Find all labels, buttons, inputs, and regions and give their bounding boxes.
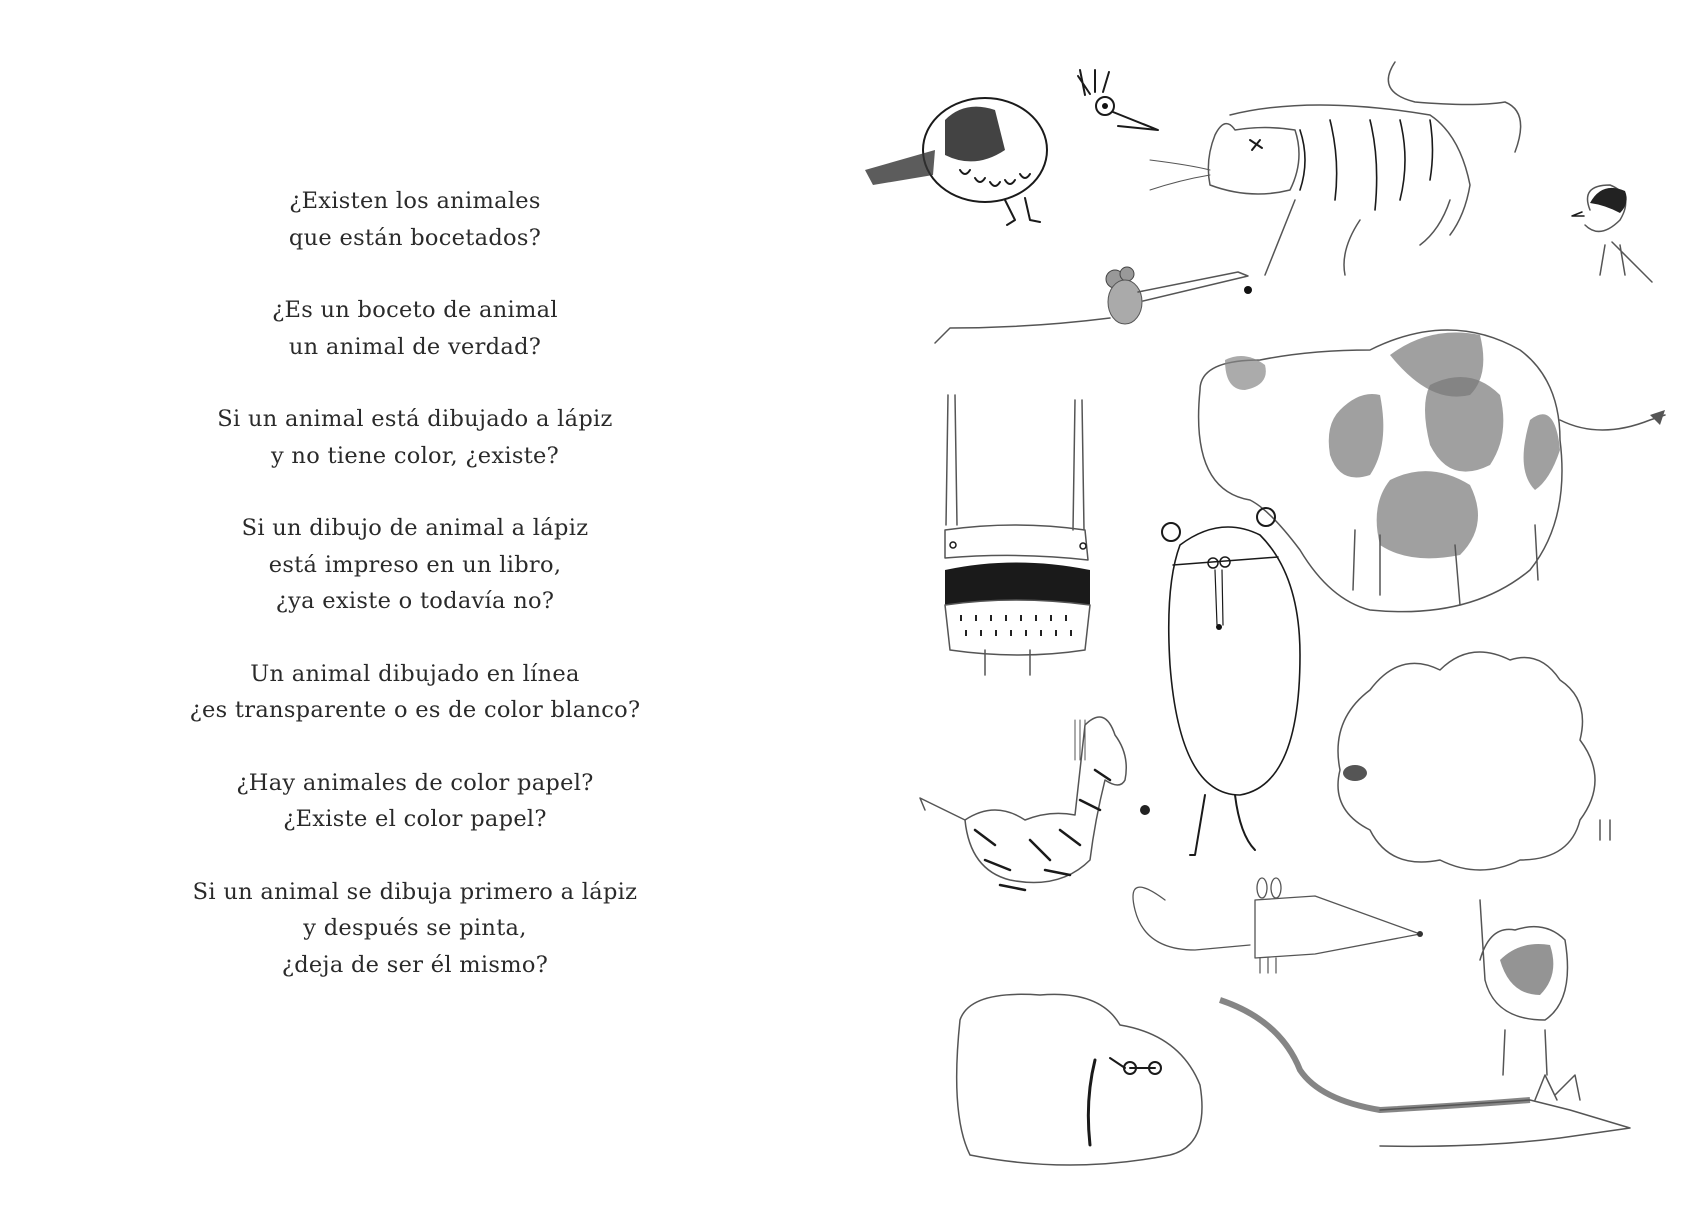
stanza-7	[130, 874, 700, 984]
stanza-2	[130, 292, 700, 365]
poem-line: ¿Hay animales de color papel?	[236, 769, 594, 796]
tiger-icon	[1150, 62, 1521, 275]
poem-line: que están bocetados?	[288, 224, 542, 251]
wren-icon	[1480, 900, 1568, 1075]
poem-line: Si un dibujo de animal a lápiz	[241, 515, 589, 541]
small-bird-icon	[1572, 185, 1652, 282]
zebra-icon	[920, 717, 1150, 890]
stanza-3	[130, 401, 700, 474]
mouse-icon	[935, 267, 1252, 343]
roadrunner-bird-icon	[865, 70, 1158, 225]
poem-line: ¿Es un boceto de animal	[272, 297, 558, 323]
poem-line: ¿es transparente o es de color blanco?	[189, 697, 641, 723]
poem-line: está impreso en un libro,	[268, 551, 562, 578]
stanza-5	[130, 656, 700, 729]
stanza-4	[130, 510, 700, 620]
stanza-6	[130, 765, 700, 838]
poem-line: y después se pinta,	[303, 915, 527, 941]
poem	[130, 183, 700, 1019]
poem-line: y no tiene color, ¿existe?	[270, 442, 560, 469]
poem-line: Un animal dibujado en línea	[250, 660, 580, 687]
poem-line: Si un animal está dibujado a lápiz	[217, 406, 613, 432]
poem-line: Si un animal se dibuja primero a lápiz	[192, 878, 638, 905]
rabbit-icon	[945, 395, 1090, 675]
right-page-illustrations	[830, 0, 1701, 1209]
rat-icon	[1133, 878, 1423, 973]
poem-line: un animal de verdad?	[288, 333, 542, 360]
sheep-icon	[1338, 652, 1610, 870]
cow-icon	[1199, 330, 1665, 612]
bear-icon	[1162, 508, 1300, 855]
stanza-1	[130, 183, 700, 256]
poem-line: ¿Existen los animales	[289, 188, 541, 214]
left-page	[0, 0, 830, 1209]
poem-line: ¿ya existe o todavía no?	[275, 588, 555, 614]
fox-icon	[1220, 1000, 1630, 1146]
hippo-icon	[957, 994, 1202, 1165]
poem-line: ¿deja de ser él mismo?	[281, 951, 549, 978]
poem-line: ¿Existe el color papel?	[283, 806, 547, 832]
